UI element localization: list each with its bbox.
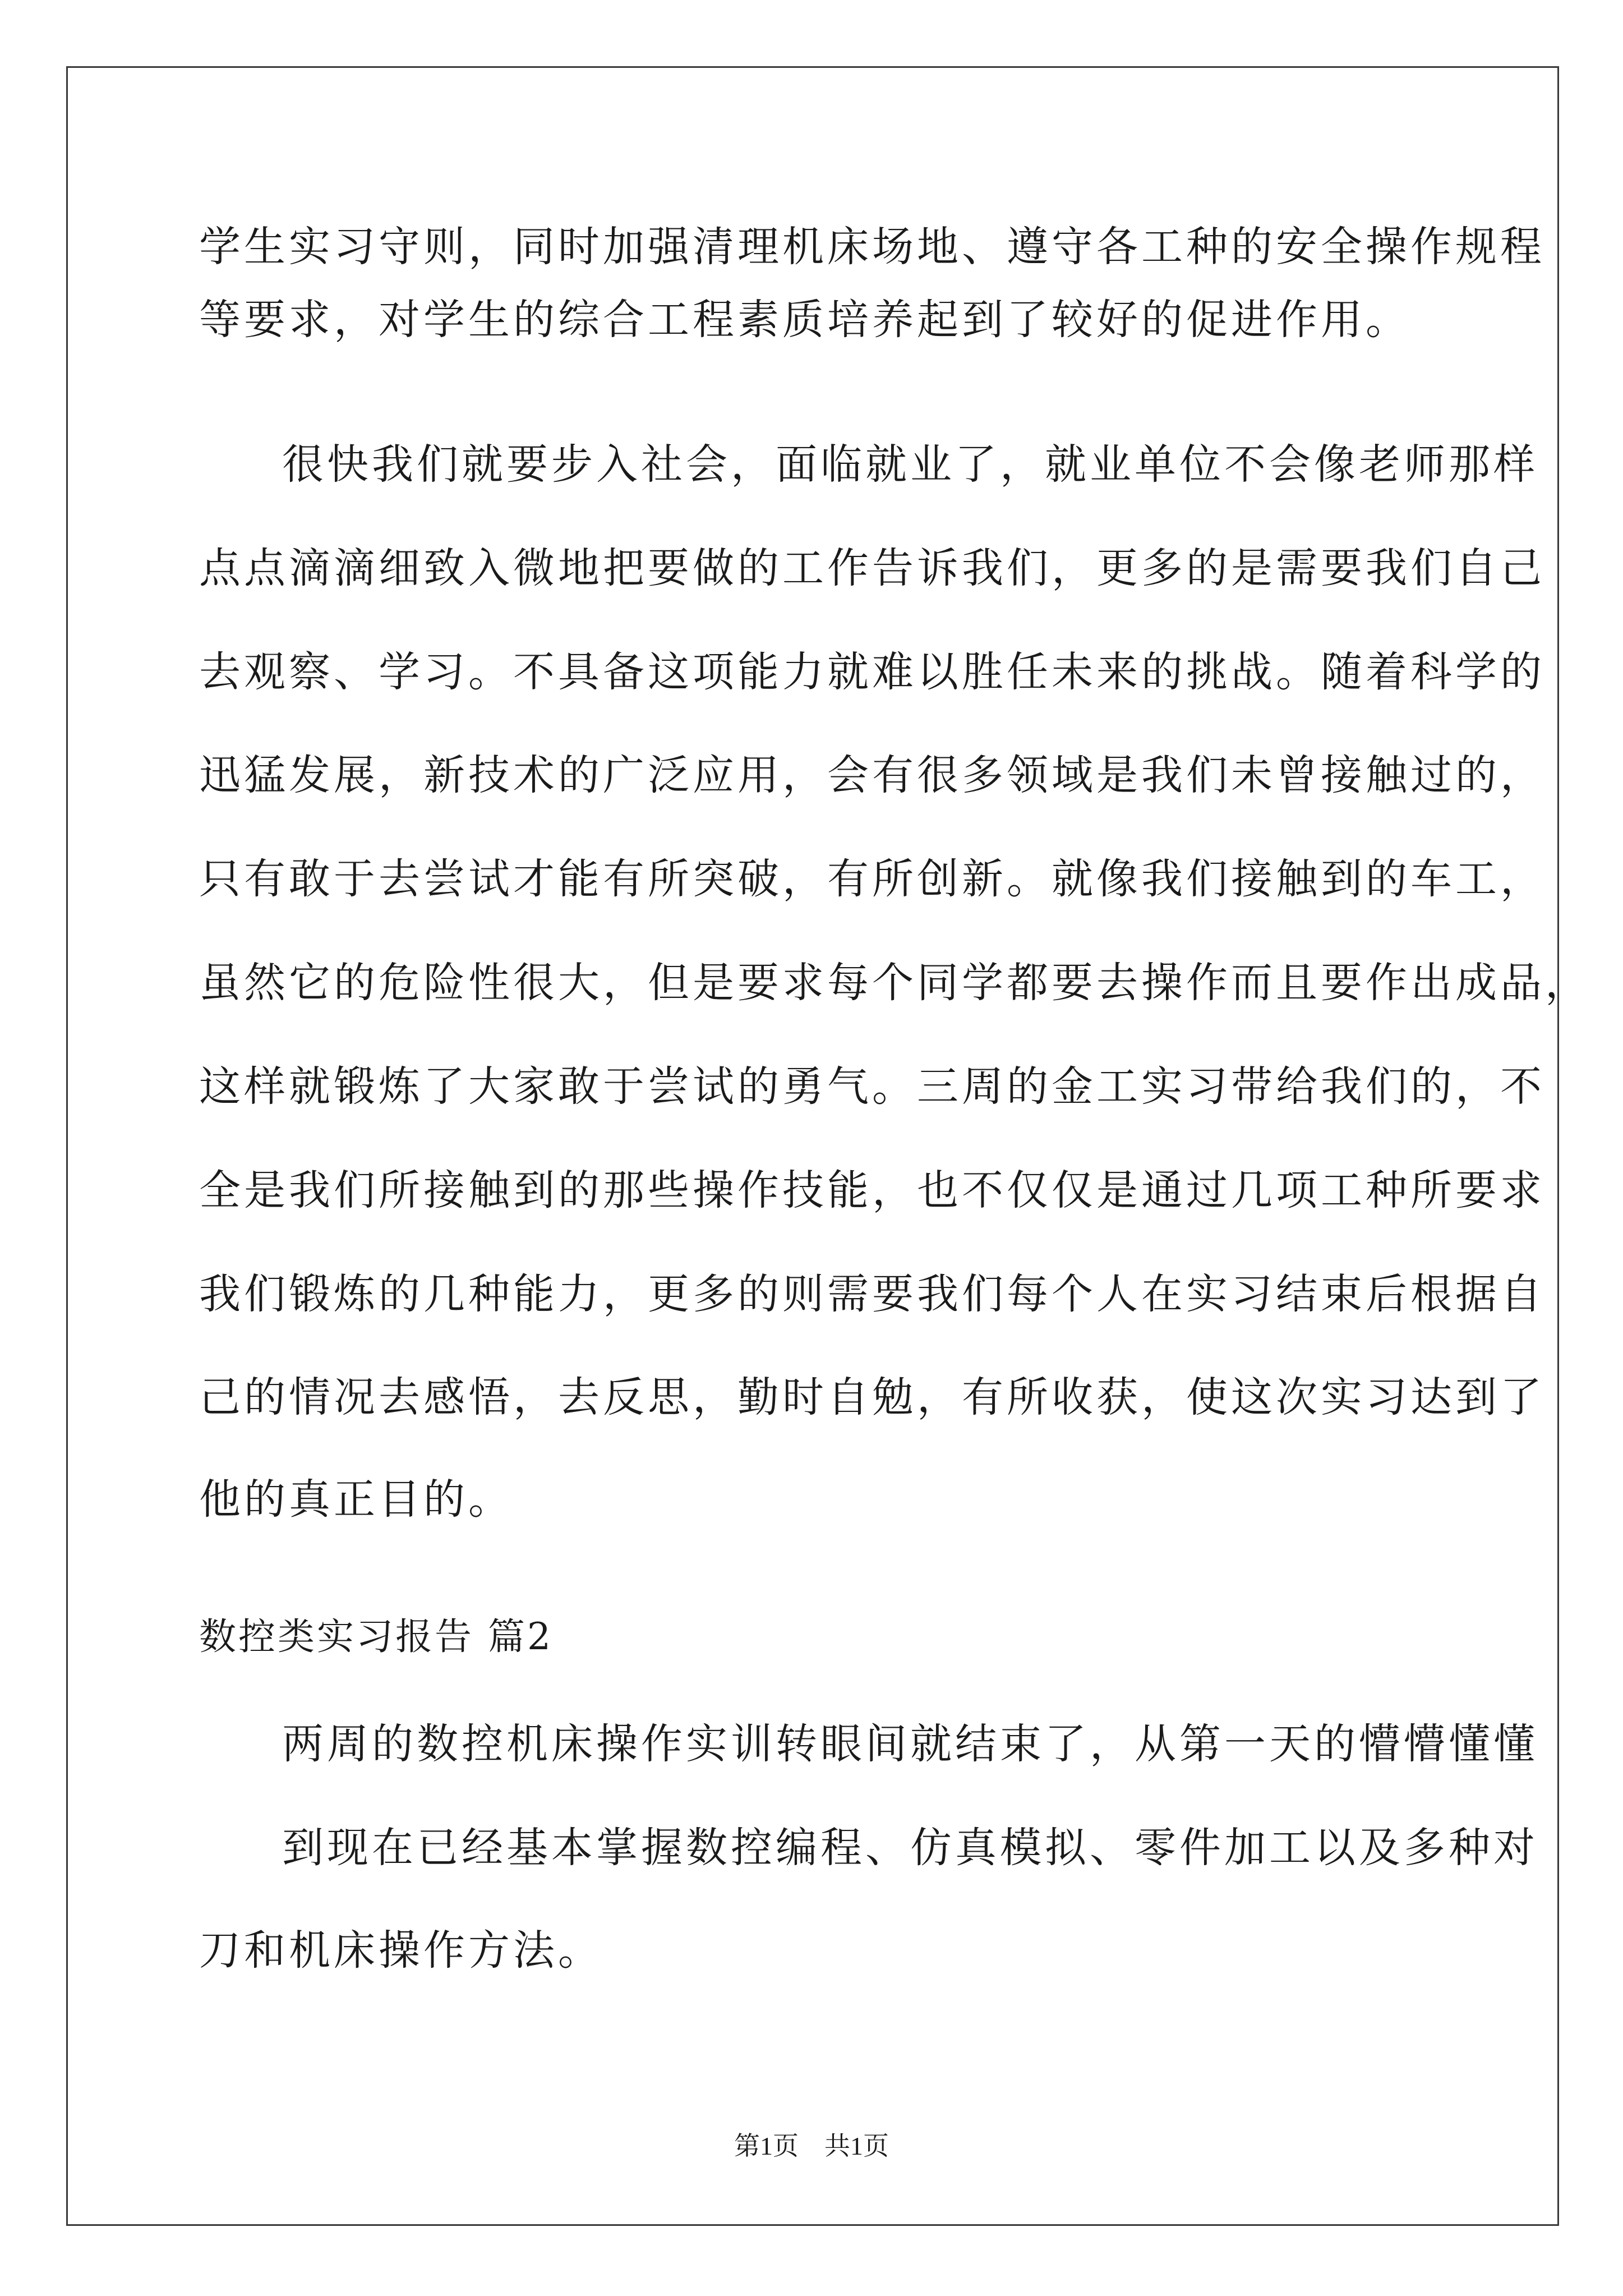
body-text-line: 点点滴滴细致入微地把要做的工作告诉我们，更多的是需要我们自己 — [199, 544, 1545, 592]
body-text-line: 虽然它的危险性很大，但是要求每个同学都要去操作而且要作出成品， — [199, 959, 1590, 1007]
paragraph-first-line: 很快我们就要步入社会，面临就业了，就业单位不会像老师那样 — [282, 440, 1538, 489]
body-text-line: 刀和机床操作方法。 — [199, 1926, 603, 1975]
body-text-line: 迅猛发展，新技术的广泛应用，会有很多领域是我们未曾接触过的， — [199, 751, 1545, 799]
body-text-line: 去观察、学习。不具备这项能力就难以胜任未来的挑战。随着科学的 — [199, 648, 1545, 696]
body-text-line: 只有敢于去尝试才能有所突破，有所创新。就像我们接触到的车工， — [199, 855, 1545, 903]
body-text-line: 这样就锻炼了大家敢于尝试的勇气。三周的金工实习带给我们的，不 — [199, 1062, 1545, 1111]
body-text-line: 我们锻炼的几种能力，更多的则需要我们每个人在实习结束后根据自 — [199, 1270, 1545, 1318]
body-text-line: 学生实习守则，同时加强清理机床场地、遵守各工种的安全操作规程 — [199, 223, 1545, 271]
body-text-line: 到现在已经基本掌握数控编程、仿真模拟、零件加工以及多种对 — [282, 1824, 1538, 1872]
body-text-line: 全是我们所接触到的那些操作技能，也不仅仅是通过几项工种所要求 — [199, 1166, 1545, 1214]
page-border — [66, 66, 1559, 2226]
page-footer: 第1页 共1页 — [734, 2132, 889, 2160]
paragraph-first-line: 两周的数控机床操作实训转眼间就结束了，从第一天的懵懵懂懂 — [282, 1720, 1538, 1768]
body-text-line: 他的真正目的。 — [199, 1475, 513, 1524]
body-text-line: 己的情况去感悟，去反思，勤时自勉，有所收获，使这次实习达到了 — [199, 1373, 1545, 1421]
body-text-line: 等要求，对学生的综合工程素质培养起到了较好的促进作用。 — [199, 296, 1410, 344]
section-heading: 数控类实习报告 篇2 — [199, 1615, 553, 1658]
